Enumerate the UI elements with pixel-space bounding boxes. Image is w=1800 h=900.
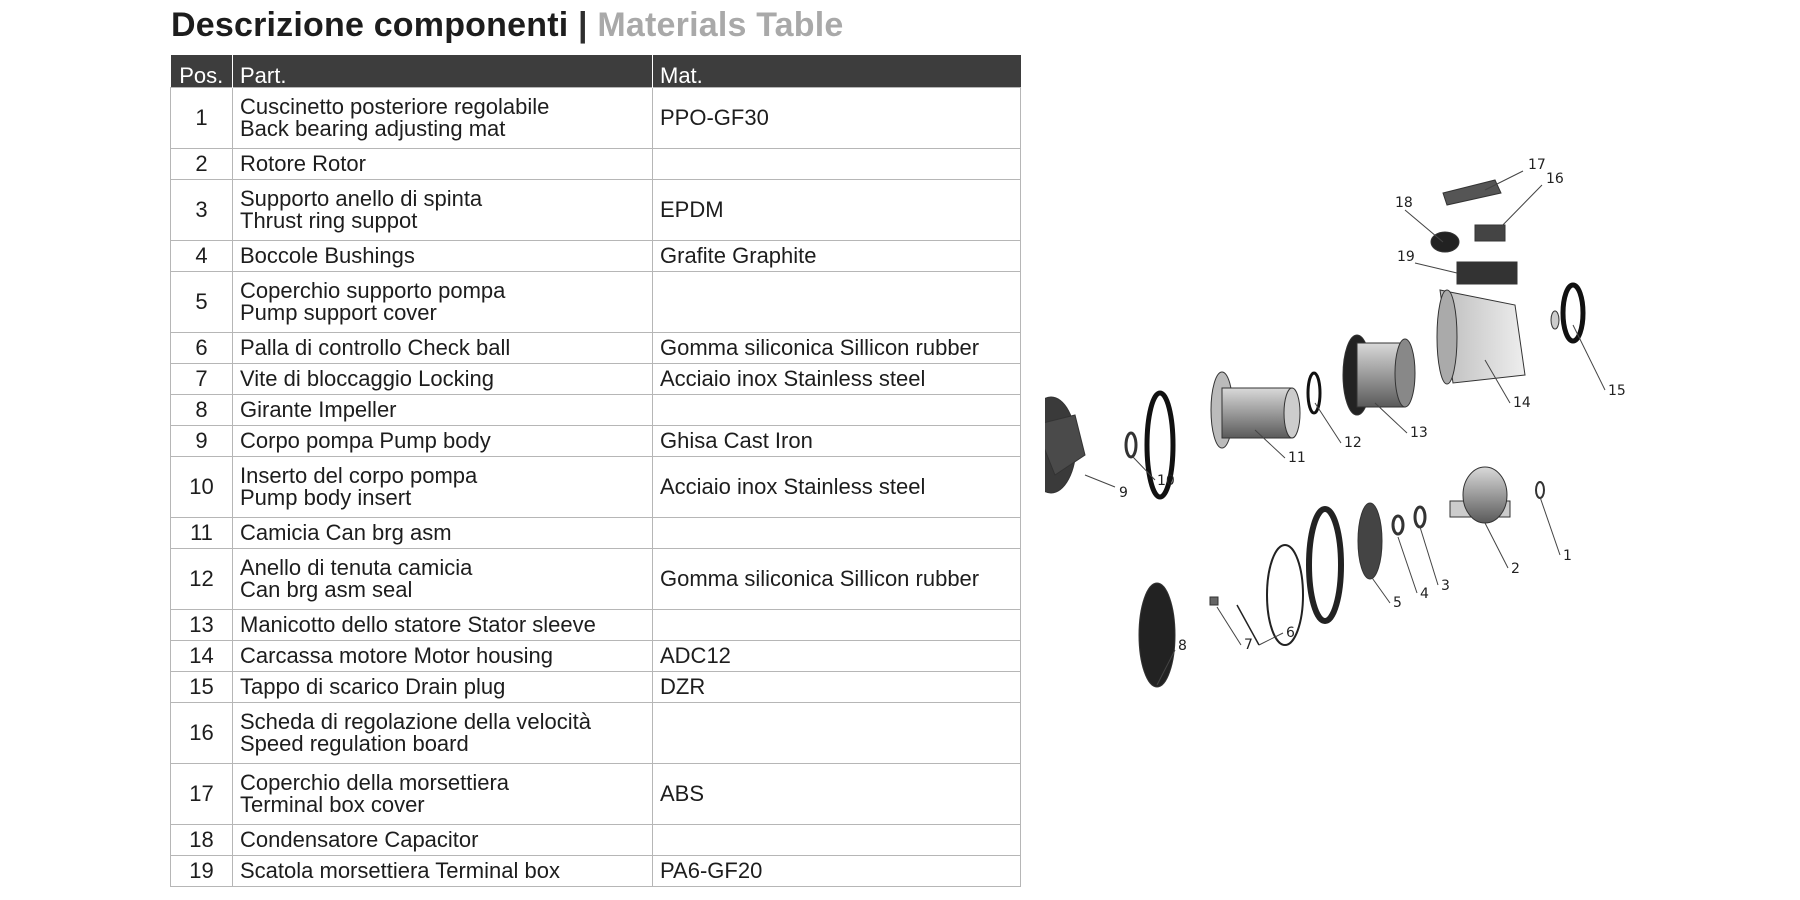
row-part-cell bbox=[233, 180, 653, 241]
part-name-english: Thrust ring suppot bbox=[240, 208, 418, 233]
callout-number: 8 bbox=[1178, 638, 1187, 654]
table-row bbox=[171, 825, 1021, 856]
table-row bbox=[171, 88, 1021, 149]
row-material: DZR bbox=[653, 672, 1021, 703]
row-part-cell bbox=[233, 856, 653, 887]
part-name-italian: Coperchio della morsettiera bbox=[240, 770, 510, 795]
row-part-cell bbox=[233, 457, 653, 518]
title-separator: | bbox=[578, 6, 588, 44]
row-part-cell bbox=[233, 825, 653, 856]
row-position: 14 bbox=[171, 641, 233, 672]
exploded-view-drawing bbox=[1045, 145, 1645, 765]
row-material: Ghisa Cast Iron bbox=[653, 426, 1021, 457]
callout-number: 17 bbox=[1528, 157, 1546, 173]
row-position: 5 bbox=[171, 272, 233, 333]
row-position: 17 bbox=[171, 764, 233, 825]
callout-number: 12 bbox=[1344, 435, 1362, 451]
row-material bbox=[653, 610, 1021, 641]
callout-number: 16 bbox=[1546, 171, 1564, 187]
title-subtitle: Materials Table bbox=[597, 6, 844, 44]
table-row bbox=[171, 241, 1021, 272]
row-material: EPDM bbox=[653, 180, 1021, 241]
part-name-italian: Inserto del corpo pompa bbox=[240, 463, 478, 488]
row-material bbox=[653, 825, 1021, 856]
row-part-cell bbox=[233, 549, 653, 610]
row-part-cell bbox=[233, 672, 653, 703]
row-position: 9 bbox=[171, 426, 233, 457]
table-header-row bbox=[171, 55, 1021, 88]
part-name-english: Terminal box cover bbox=[240, 792, 425, 817]
row-position: 13 bbox=[171, 610, 233, 641]
header-pos: Pos. bbox=[171, 55, 233, 88]
table-row bbox=[171, 610, 1021, 641]
table-row bbox=[171, 426, 1021, 457]
part-name-italian: Anello di tenuta camicia bbox=[240, 555, 473, 580]
row-part-cell bbox=[233, 149, 653, 180]
row-position: 18 bbox=[171, 825, 233, 856]
table-row bbox=[171, 764, 1021, 825]
row-part-cell bbox=[233, 518, 653, 549]
callout-number: 13 bbox=[1410, 425, 1428, 441]
exploded-pump-diagram bbox=[1045, 145, 1645, 765]
page-title bbox=[171, 6, 844, 45]
callout-number: 4 bbox=[1420, 586, 1429, 602]
row-position: 8 bbox=[171, 395, 233, 426]
callout-number: 9 bbox=[1119, 485, 1128, 501]
row-part-cell bbox=[233, 610, 653, 641]
part-name-italian: Supporto anello di spinta bbox=[240, 186, 483, 211]
part-name-english: Can brg asm seal bbox=[240, 577, 413, 602]
row-material: ADC12 bbox=[653, 641, 1021, 672]
header-part: Part. bbox=[233, 55, 653, 88]
part-name-english: Pump body insert bbox=[240, 485, 412, 510]
table-row bbox=[171, 457, 1021, 518]
callout-number: 7 bbox=[1244, 637, 1253, 653]
callout-number: 10 bbox=[1157, 473, 1175, 489]
row-position: 19 bbox=[171, 856, 233, 887]
part-name-italian: Camicia Can brg asm bbox=[240, 520, 452, 545]
row-part-cell bbox=[233, 764, 653, 825]
callout-number: 6 bbox=[1286, 625, 1295, 641]
title-main: Descrizione componenti bbox=[171, 6, 569, 44]
row-position: 15 bbox=[171, 672, 233, 703]
part-name-english: Pump support cover bbox=[240, 300, 437, 325]
row-position: 3 bbox=[171, 180, 233, 241]
row-position: 11 bbox=[171, 518, 233, 549]
row-part-cell bbox=[233, 272, 653, 333]
row-part-cell bbox=[233, 426, 653, 457]
lower-assembly bbox=[1139, 467, 1544, 687]
table-row bbox=[171, 180, 1021, 241]
table-row bbox=[171, 549, 1021, 610]
row-material: Gomma siliconica Sillicon rubber bbox=[653, 333, 1021, 364]
table-row bbox=[171, 333, 1021, 364]
row-material: Acciaio inox Stainless steel bbox=[653, 457, 1021, 518]
callout-number: 3 bbox=[1441, 578, 1450, 594]
row-position: 12 bbox=[171, 549, 233, 610]
part-name-italian: Vite di bloccaggio Locking bbox=[240, 366, 494, 391]
row-position: 1 bbox=[171, 88, 233, 149]
table-row bbox=[171, 149, 1021, 180]
row-part-cell bbox=[233, 395, 653, 426]
callout-number: 19 bbox=[1397, 249, 1415, 265]
table-row bbox=[171, 395, 1021, 426]
table-row bbox=[171, 672, 1021, 703]
part-name-italian: Scatola morsettiera Terminal box bbox=[240, 858, 560, 883]
header-mat: Mat. bbox=[653, 55, 1021, 88]
part-name-italian: Tappo di scarico Drain plug bbox=[240, 674, 506, 699]
callout-number: 18 bbox=[1395, 195, 1413, 211]
part-name-italian: Rotore Rotor bbox=[240, 151, 366, 176]
row-material: Acciaio inox Stainless steel bbox=[653, 364, 1021, 395]
part-name-italian: Palla di controllo Check ball bbox=[240, 335, 511, 360]
row-material bbox=[653, 395, 1021, 426]
row-material bbox=[653, 272, 1021, 333]
row-part-cell bbox=[233, 703, 653, 764]
row-position: 4 bbox=[171, 241, 233, 272]
callout-number: 5 bbox=[1393, 595, 1402, 611]
callout-number: 1 bbox=[1563, 548, 1572, 564]
part-name-italian: Cuscinetto posteriore regolabile bbox=[240, 94, 550, 119]
table-row bbox=[171, 703, 1021, 764]
part-name-italian: Condensatore Capacitor bbox=[240, 827, 479, 852]
materials-table bbox=[170, 55, 1021, 887]
row-material: PA6-GF20 bbox=[653, 856, 1021, 887]
row-part-cell bbox=[233, 364, 653, 395]
upper-assembly bbox=[1045, 180, 1583, 497]
row-material: Gomma siliconica Sillicon rubber bbox=[653, 549, 1021, 610]
table-row bbox=[171, 641, 1021, 672]
row-position: 2 bbox=[171, 149, 233, 180]
table-row bbox=[171, 518, 1021, 549]
row-material: ABS bbox=[653, 764, 1021, 825]
part-name-italian: Carcassa motore Motor housing bbox=[240, 643, 554, 668]
table-row bbox=[171, 856, 1021, 887]
part-name-italian: Corpo pompa Pump body bbox=[240, 428, 491, 453]
part-name-italian: Girante Impeller bbox=[240, 397, 397, 422]
row-position: 16 bbox=[171, 703, 233, 764]
row-material: Grafite Graphite bbox=[653, 241, 1021, 272]
row-part-cell bbox=[233, 241, 653, 272]
row-material bbox=[653, 149, 1021, 180]
row-position: 6 bbox=[171, 333, 233, 364]
part-name-italian: Scheda di regolazione della velocità bbox=[240, 709, 592, 734]
callout-number: 14 bbox=[1513, 395, 1531, 411]
row-part-cell bbox=[233, 88, 653, 149]
row-part-cell bbox=[233, 333, 653, 364]
table-row bbox=[171, 364, 1021, 395]
row-material: PPO-GF30 bbox=[653, 88, 1021, 149]
table-body bbox=[171, 88, 1021, 887]
callout-number: 15 bbox=[1608, 383, 1626, 399]
row-part-cell bbox=[233, 641, 653, 672]
row-material bbox=[653, 518, 1021, 549]
part-name-italian: Boccole Bushings bbox=[240, 243, 415, 268]
row-position: 7 bbox=[171, 364, 233, 395]
callout-number: 2 bbox=[1511, 561, 1520, 577]
row-material bbox=[653, 703, 1021, 764]
table-row bbox=[171, 272, 1021, 333]
part-name-english: Speed regulation board bbox=[240, 731, 469, 756]
part-name-english: Back bearing adjusting mat bbox=[240, 116, 506, 141]
callout-number: 11 bbox=[1288, 450, 1306, 466]
part-name-italian: Coperchio supporto pompa bbox=[240, 278, 506, 303]
row-position: 10 bbox=[171, 457, 233, 518]
part-name-italian: Manicotto dello statore Stator sleeve bbox=[240, 612, 596, 637]
